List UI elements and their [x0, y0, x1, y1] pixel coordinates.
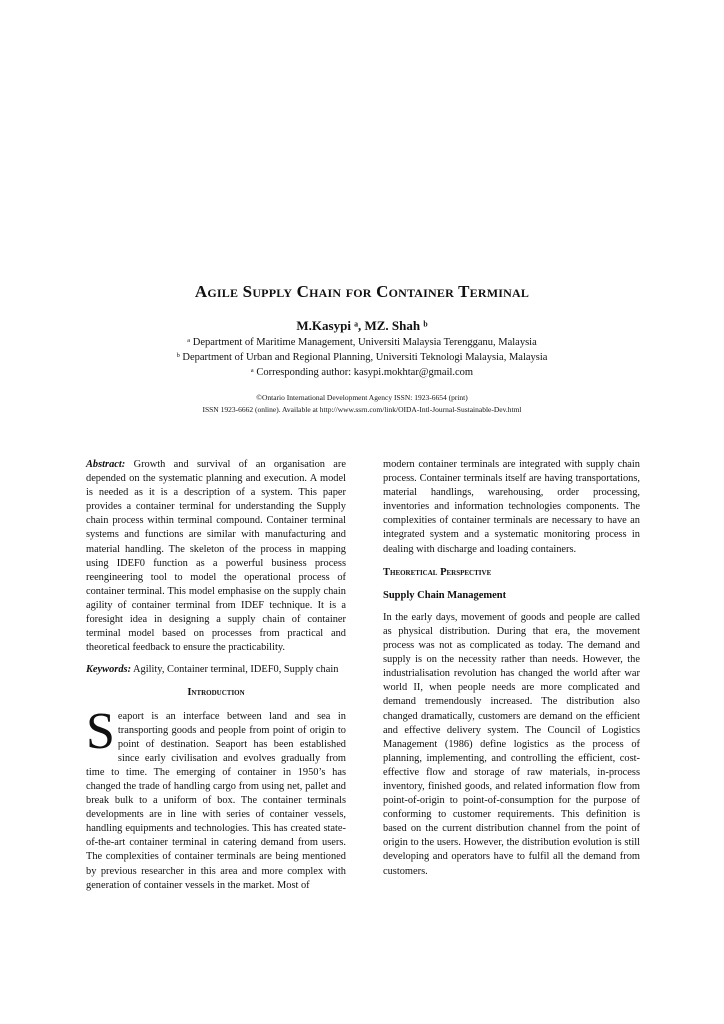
scm-paragraph: In the early days, movement of goods and people are called as physical distribution. During that era, the movement process was not as complicated as today. The demand and supply is on the necessity rather than needs. However, the industrialisation revolution has changed the world after war world II, when people needs are more complicated and demand tremendously increased. The distribution also changed dramatically, customers are demand on the efficient and effective delivery system. The Council of Logistics Management (1986) define logistics as the process of planning, implementing, and controlling the efficient, cost-effective flow and storage of raw materials, in-process inventory, finished goods, and related information flow from point-of-origin to point-of-consumption for the purpose of conforming to customer requirements. This definition is based on the current distribution channel from the point of origin to the users. However, the distribution evolution is still developing and operators have to fulfil all the demand from customers.: [383, 611, 640, 877]
introduction-heading: Introduction: [187, 687, 245, 699]
keywords-paragraph: [86, 663, 346, 677]
introduction-paragraph: [86, 702, 346, 893]
publisher-line: ©Ontario International Development Agency ISSN: 1923-6654 (print): [256, 393, 468, 402]
drop-cap: S: [86, 702, 115, 760]
abstract-text: Growth and survival of an organisation are depended on the systematic planning and execution. A model is needed as it is a description of a system. This paper provides a container terminal for understanding the Supply chain process within terminal compound. Container terminal systems and functions are similar with manufacturing and material handling. The skeleton of the process in mapping using IDEF0 function as a powerful business process reengineering tool to model the operational process of container terminal. This model emphasise on the supply chain agility of container terminal from IDEF technique. It is a foresight idea in designing a supply chain of container terminal model based on processes from practical and theoretical feedback to ensure the practicability.: [86, 459, 346, 654]
affiliation-b: ᵇ Department of Urban and Regional Planning, Universiti Teknologi Malaysia, Malaysia: [176, 352, 548, 363]
affiliation-a: ᵃ Department of Maritime Management, Universiti Malaysia Terengganu, Malaysia: [187, 337, 537, 348]
scm-subheading: Supply Chain Management: [383, 589, 507, 601]
corresponding-author: ᵃ Corresponding author: kasypi.mokhtar@gmail.com: [250, 367, 474, 378]
introduction-continued: modern container terminals are integrated with supply chain process. Container terminals itself are having transportations, material handlings, warehousing, order processing, inventories and information technologies components. The complexities of container terminals are necessary to have an integrated system and a systematic monitoring process in dealing with discharge and loading containers.: [383, 459, 640, 555]
left-column: [86, 458, 346, 893]
author-line: M.Kasypi ᵃ, MZ. Shah ᵇ: [296, 318, 428, 333]
keywords-text: Agility, Container terminal, IDEF0, Supply chain: [131, 664, 339, 676]
introduction-text: eaport is an interface between land and sea in transporting goods and people from point of origin to point of destination. Seaport has been established since early civilisation and evolves gradually from time to time. The emerging of container in 1950’s has changed the trade of handling cargo from using net, pallet and break bulk to a uniform of box. The container terminals developments are in line with series of container vessels, handling equipments and technologies. This has created state-of-the-art container terminal in catering demand from users. The complexities of container terminals are being mentioned by previous researcher in this area and more complex with generation of container vessels in the market. Most of: [86, 710, 346, 891]
issn-line: ISSN 1923-6662 (online). Available at http://www.ssrn.com/link/OIDA-Intl-Journal-Sustainable-Dev.html: [202, 405, 522, 414]
theory-heading: Theoretical Perspective: [383, 566, 492, 578]
right-column: [383, 458, 640, 879]
abstract-label: Abstract:: [86, 459, 126, 470]
paper-title: Agile Supply Chain for Container Terminal: [194, 282, 530, 301]
abstract-paragraph: [86, 458, 346, 655]
keywords-label: Keywords:: [86, 664, 132, 676]
